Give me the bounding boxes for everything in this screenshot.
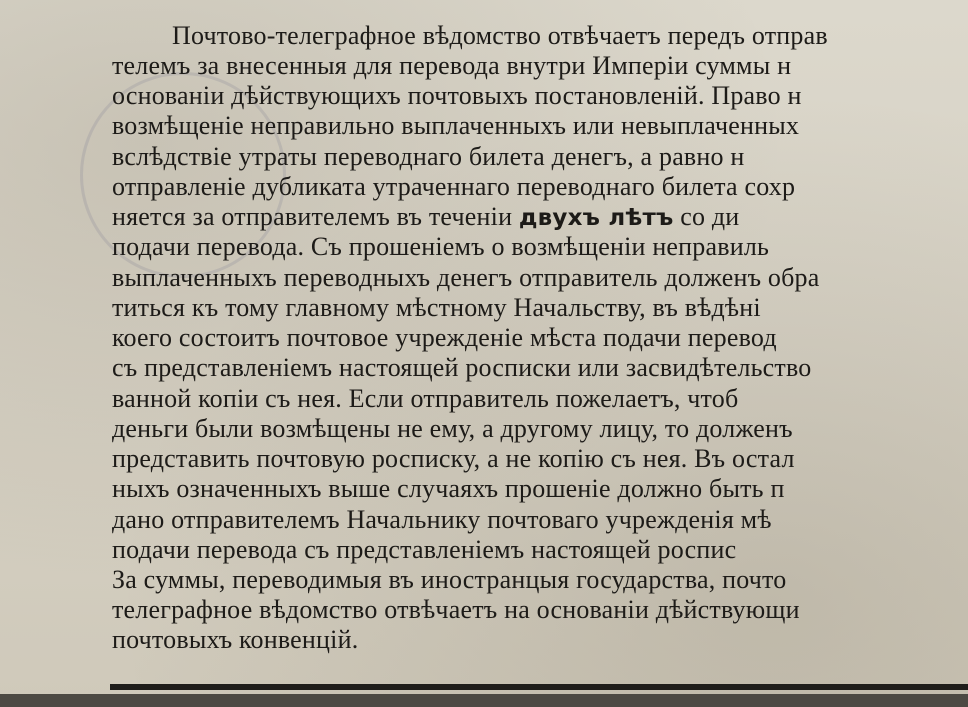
text-line: выплаченныхъ переводныхъ денегъ отправитель долженъ обра [112,263,820,292]
text-line: возмѣщеніе неправильно выплаченныхъ или невыплаченных [112,111,800,140]
text-line: За суммы, переводимыя въ иностранцыя государства, почто [112,565,787,594]
text-line: подачи перевода съ представленіемъ настоящей роспис [112,535,737,564]
text-line: представить почтовую росписку, а не копію съ нея. Въ остал [112,444,795,473]
emphasized-term: двухъ лѣтъ [518,205,674,231]
text-line: вслѣдствіе утраты переводнаго билета денегъ, а равно н [112,142,745,171]
text-line: основаніи дѣйствующихъ почтовыхъ постановленій. Право н [112,81,802,110]
horizontal-rule [110,684,968,690]
page-edge [0,694,968,707]
text-line: телемъ за внесенныя для перевода внутри Имперіи суммы н [112,51,792,80]
text-line: телеграфное вѣдомство отвѣчаетъ на основаніи дѣйствующи [112,595,800,624]
text-line: ванной копіи съ нея. Если отправитель пожелаетъ, чтоб [112,384,739,413]
text-line: подачи перевода. Съ прошеніемъ о возмѣщеніи неправиль [112,232,770,261]
text-line: отправленіе дубликата утраченнаго переводнаго билета сохр [112,172,796,201]
text-line: няется за отправителемъ въ теченіи двухъ лѣтъ со ди [112,202,740,231]
text-line: коего состоитъ почтовое учрежденіе мѣста подачи перевод [112,323,777,352]
text-line: почтовыхъ конвенцій. [112,625,359,654]
text-line: Почтово-телеграфное вѣдомство отвѣчаетъ передъ отправ [172,21,828,50]
text-line: съ представленіемъ настоящей росписки или засвидѣтельство [112,353,812,382]
text-line: титься къ тому главному мѣстному Начальству, въ вѣдѣні [112,293,761,322]
text-line: деньги были возмѣщены не ему, а другому лицу, то долженъ [112,414,793,443]
text-line: ныхъ означенныхъ выше случаяхъ прошеніе должно быть п [112,474,785,503]
text-line: дано отправителемъ Начальнику почтоваго учрежденія мѣ [112,505,772,534]
